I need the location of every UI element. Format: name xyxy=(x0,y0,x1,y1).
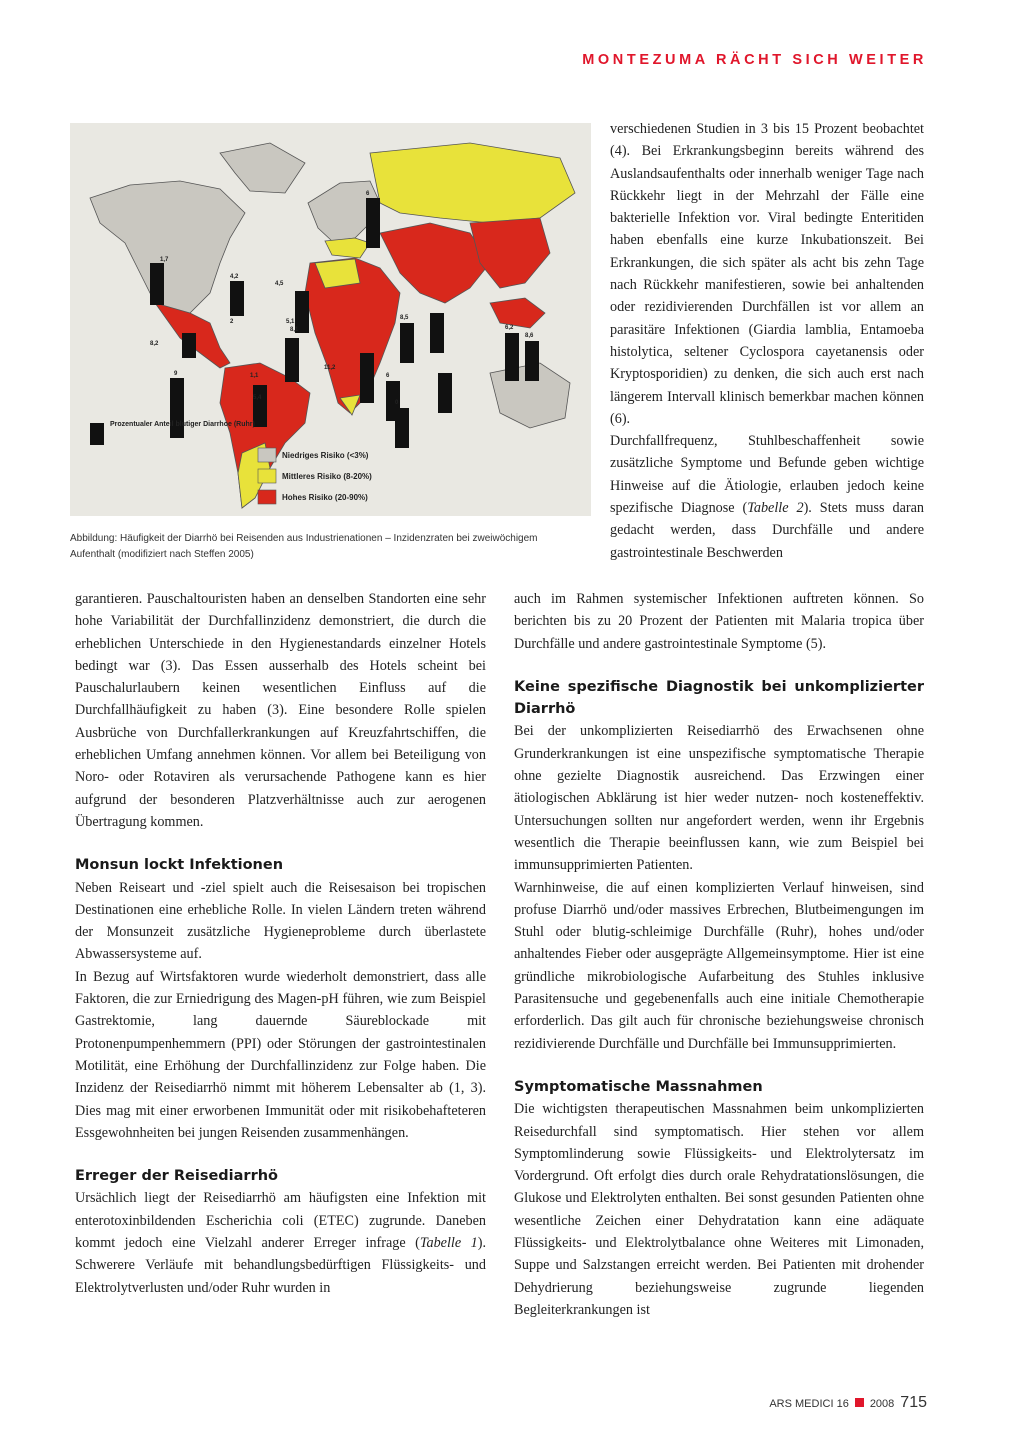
paragraph: Ursächlich liegt der Reisediarrhö am häufigsten eine Infektion mit enterotoxinbildenden Escherichia coli (ETEC) zugrunde. Daneben kommt jedoch eine Vielzahl anderer Erreger infrage (Tabelle 1). Schwerere Verläufe mit behandlungsbedürftigen Flüssigkeits- und Elektrolytverlusten und/oder Ruhr wurden in xyxy=(75,1190,486,1296)
paragraph: garantieren. Pauschaltouristen haben an denselben Standorten eine sehr hohe Variabilität der Durchfallinzidenz demonstriert, die durch die erheblichen Unterschiede in den Hygienestandards einzelner Hotels bedingt war (3). Das Essen ausserhalb des Hotels scheint bei Pauschalurlaubern keinen wesentlichen Einfluss auf die Durchfallhäufigkeit zu haben (3). Eine besondere Rolle spielen Ausbrüche von Durchfallerkrankungen auf Kreuzfahrtschiffen, die erheblichen Umfang annehmen können. Vor allem bei Beteiligung von Noro- oder Rotaviren als verursachende Pathogene kann es hier aufgrund der besonderen Platzverhältnisse auch zur aerogenen Übertragung kommen. xyxy=(75,591,486,830)
table-reference: Tabelle 2 xyxy=(747,500,804,517)
figure-caption: Abbildung: Häufigkeit der Diarrhö bei Reisenden aus Industrienationen – Inzidenzraten bei zweiwöchigem Aufenthalt (modifiziert nach Steffen 2005) xyxy=(70,533,538,560)
bar-label: 5,4 xyxy=(253,395,262,401)
bar-label: 8,1 xyxy=(290,327,299,333)
bar-label: 8,6 xyxy=(525,333,534,339)
legend-low-risk: Niedriges Risiko (<3%) xyxy=(282,451,369,460)
bar-label: 9 xyxy=(174,371,178,377)
section-heading: Keine spezifische Diagnostik bei unkomplizierter Diarrhö xyxy=(514,678,924,718)
bar-label: 1,1 xyxy=(250,373,259,379)
journal-name: ARS MEDICI 16 xyxy=(769,1398,849,1410)
section-heading: Erreger der Reisediarrhö xyxy=(75,1168,279,1185)
bar-label: 11,2 xyxy=(324,365,336,371)
section-heading: Monsun lockt Infektionen xyxy=(75,857,284,874)
world-risk-map-figure xyxy=(70,123,591,516)
table-reference: Tabelle 1 xyxy=(419,1235,478,1252)
bar-label: 8,2 xyxy=(150,341,159,347)
bar-label: 8,5 xyxy=(400,315,409,321)
bar-label: 6 xyxy=(366,191,370,197)
page-footer xyxy=(769,1394,927,1412)
bar-label: 1,7 xyxy=(160,257,169,263)
journal-year: 2008 xyxy=(869,1398,895,1410)
paragraph: Warnhinweise, die auf einen komplizierten Verlauf hinweisen, sind profuse Diarrhö und/oder massives Erbrechen, Blutbeimengungen im Stuhl oder blutig-schleimige Durchfälle (Ruhr), hohes und/oder anhaltendes Fieber oder ausgeprägte Allgemeinsymptome. Hier ist eine gründliche mikrobiologische Aufarbeitung des Stuhles inklusive Parasitensuche und gegebenenfalls auch eine initiale Chemotherapie erforderlich. Das gilt auch für chronische beziehungsweise chronisch rezidivierende Durchfälle und Durchfälle bei Immunsupprimierten. xyxy=(514,879,924,1052)
right-column xyxy=(514,588,924,1321)
paragraph: Bei der unkomplizierten Reisediarrhö des Erwachsenen ohne Grunderkrankungen ist eine unspezifische symptomatische Therapie ohne gezielte Diagnostik ausreichend. Das Erzwingen einer ätiologischen Abklärung ist hier weder nutzen- noch kosteneffektiv. Untersuchungen sollten nur angefordert werden, wenn ihr Ergebnis wesentlich die Therapie beeinflussen kann, wie zum Beispiel bei immunsupprimierten Patienten. xyxy=(514,723,924,874)
bar-label: 5,1 xyxy=(286,319,295,325)
legend-high-risk: Hohes Risiko (20-90%) xyxy=(282,493,368,502)
paragraph: Durchfallfrequenz, Stuhlbeschaffenheit sowie zusätzliche Symptome und Befunde geben wichtige Hinweise auf die Ätiologie, erlauben jedoch keine spezifische Diagnose (Tabelle 2). Stets muss daran gedacht werden, dass Durchfälle und andere gastrointestinale Beschwerden xyxy=(610,433,924,561)
bar-label: 6,2 xyxy=(505,325,514,331)
running-title: MONTEZUMA RÄCHT SICH WEITER xyxy=(582,52,927,68)
paragraph: In Bezug auf Wirtsfaktoren wurde wiederholt demonstriert, dass alle Faktoren, die zur Erniedrigung des Magen-pH führen, wie zum Beispiel Gastrektomie, lang dauernde Säureblockade mit Protonenpumpenhemmern (PPI) oder Störungen der gastrointestinalen Motilität, eine Erhöhung der Durchfallinzidenz zur Folge haben. Die Inzidenz der Reisediarrhö nimmt mit höherem Lebensalter ab (1, 3). Dies mag mit einer erworbenen Immunität oder mit risikobehafteteren Essgewohnheiten bei jungen Reisenden zusammenhängen. xyxy=(75,968,486,1141)
paragraph: auch im Rahmen systemischer Infektionen auftreten können. So berichten bis zu 20 Prozent der Patienten mit Malaria tropica über Durchfälle und andere gastrointestinale Symptome (5). xyxy=(514,591,924,652)
left-column xyxy=(75,588,486,1299)
legend-medium-risk: Mittleres Risiko (8-20%) xyxy=(282,472,372,481)
bar-label: 4,2 xyxy=(230,274,239,280)
bar-label: 0 xyxy=(395,400,399,406)
section-heading: Symptomatische Massnahmen xyxy=(514,1078,763,1095)
paragraph: verschiedenen Studien in 3 bis 15 Prozent beobachtet (4). Bei Erkrankungsbeginn bereits während des Auslandsaufenthalts oder innerhalb weniger Tage nach Rückkehr liegt in der Mehrzahl der Fälle eine bakterielle Infektion vor. Viral bedingte Enteritiden haben ebenfalls eine kurze Inkubationszeit. Bei Erkrankungen, die sich später als acht bis zehn Tage nach Rückkehr manifestieren, sowie bei anhaltenden oder rezidivierenden Durchfällen ist vor allem an parasitäre Infektionen (Giardia lamblia, Entamoeba histolytica, seltener Cyclospora cayetanensis oder Kryptosporidien) zu denken, die sich auch erst nach längerem Intervall klinisch bemerkbar machen können (6). xyxy=(610,121,924,427)
legend-box-text: Prozentualer Anteil blutiger Diarrhoe (Ruhr) xyxy=(110,421,255,428)
bar-label: 2 xyxy=(230,319,234,325)
paragraph: Neben Reiseart und -ziel spielt auch die Reisesaison bei tropischen Destinationen eine erhebliche Rolle. In vielen Ländern treten während der Monsunzeit zusätzliche Hygieneprobleme durch überlastete Abwassersysteme auf. xyxy=(75,879,486,963)
page-number: 715 xyxy=(900,1394,927,1411)
bar-label: 4,5 xyxy=(275,281,284,287)
right-column-top xyxy=(610,118,924,564)
paragraph: Die wichtigsten therapeutischen Massnahmen beim unkomplizierten Reisedurchfall sind symptomatisch. Hier stehen vor allem Symptomlinderung sowie Flüssigkeits- und Elektrolytersatz im Vordergrund. Oft erfolgt dies durch orale Rehydratationslösungen, die Glukose und Elektrolyten enthalten. Bei sonst gesunden Patienten ohne wesentliche Zeichen einer Dehydratation kann eine adäquate Flüssigkeits- und Elektrolytbalance ohne Weiteres mit Limonaden, Suppe und Salzstangen erreicht werden. Bei Patienten mit drohender Dehydrierung beziehungsweise zugrunde liegenden Begleiterkrankungen ist xyxy=(514,1101,924,1318)
red-square-icon xyxy=(855,1398,864,1407)
world-map-image xyxy=(70,123,591,516)
bar-label: 6 xyxy=(386,373,390,379)
